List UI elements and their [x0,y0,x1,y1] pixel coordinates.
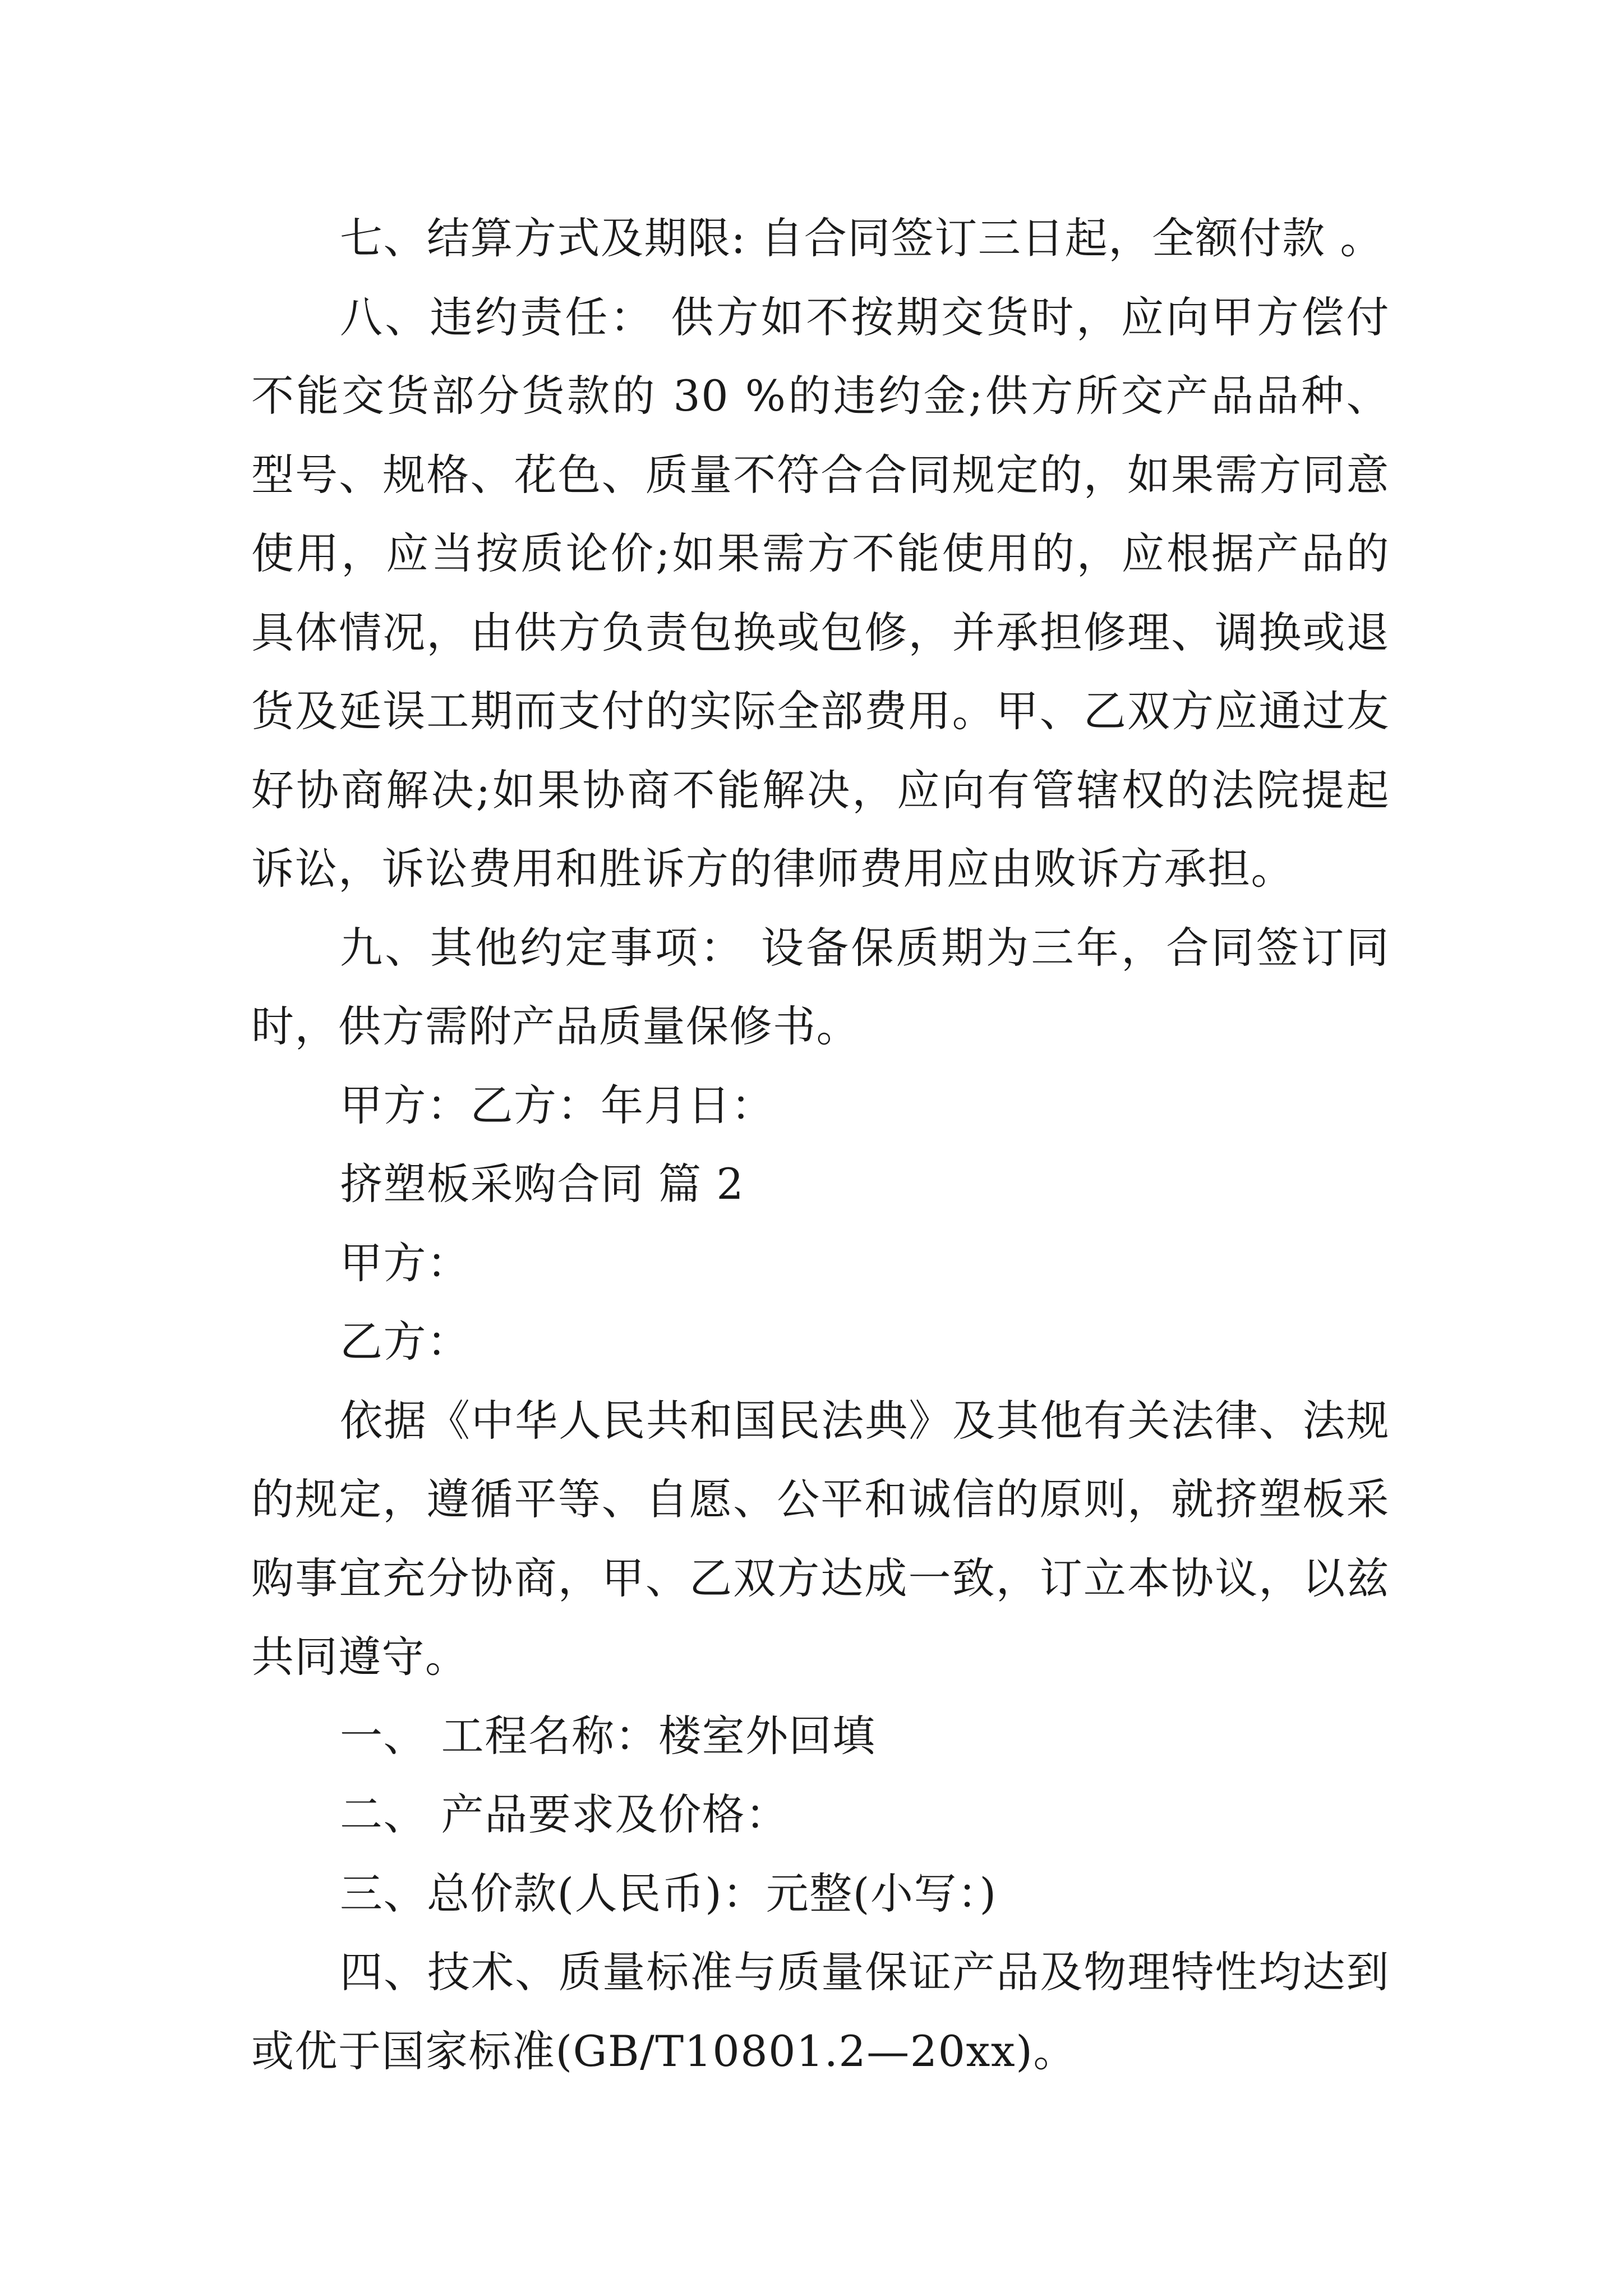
clause-1-project-name: 一、 工程名称：楼室外回填 [340,1710,876,1761]
party-b-label: 乙方： [340,1317,471,1366]
clause-2-product-requirements: 二、 产品要求及价格： [340,1789,789,1839]
document-body [251,199,1390,2091]
clause-8-liability: 八、违约责任： 供方如不按期交货时，应向甲方偿付不能交货部分货款的 30 %的违约金;供方所交产品品种、型号、规格、花色、质量不符合合同规定的，如果需方同意使用，应当按质论价;如果需方不能使用的，应根据产品的具体情况，由供方负责包换或包修，并承担修理、调换或退货及延误工期而支付的实际全部费用。甲、乙双方应通过友好协商解决;如果协商不能解决，应向有管辖权的法院提起诉讼，诉讼费用和胜诉方的律师费用应由败诉方承担。 [251,292,1390,894]
clause-4-quality-standard: 四、技术、质量标准与质量保证产品及物理特性均达到或优于国家标准(GB/T10801.2—20xx)。 [251,1947,1390,2076]
party-a-label: 甲方： [340,1237,471,1288]
clause-9-other-terms: 九、其他约定事项： 设备保质期为三年，合同签订同时，供方需附产品质量保修书。 [251,922,1390,1051]
signature-line: 甲方：乙方：年月日： [340,1080,774,1130]
clause-3-total-price: 三、总价款(人民币)：元整(小写：) [340,1868,997,1918]
preamble-paragraph: 依据《中华人民共和国民法典》及其他有关法律、法规的规定，遵循平等、自愿、公平和诚信的原则，就挤塑板采购事宜充分协商，甲、乙双方达成一致，订立本协议，以兹共同遵守。 [251,1395,1390,1682]
clause-7-settlement: 七、结算方式及期限: 自合同签订三日起，全额付款 。 [340,213,1384,263]
contract-title-part-2: 挤塑板采购合同 篇 2 [340,1159,745,1209]
